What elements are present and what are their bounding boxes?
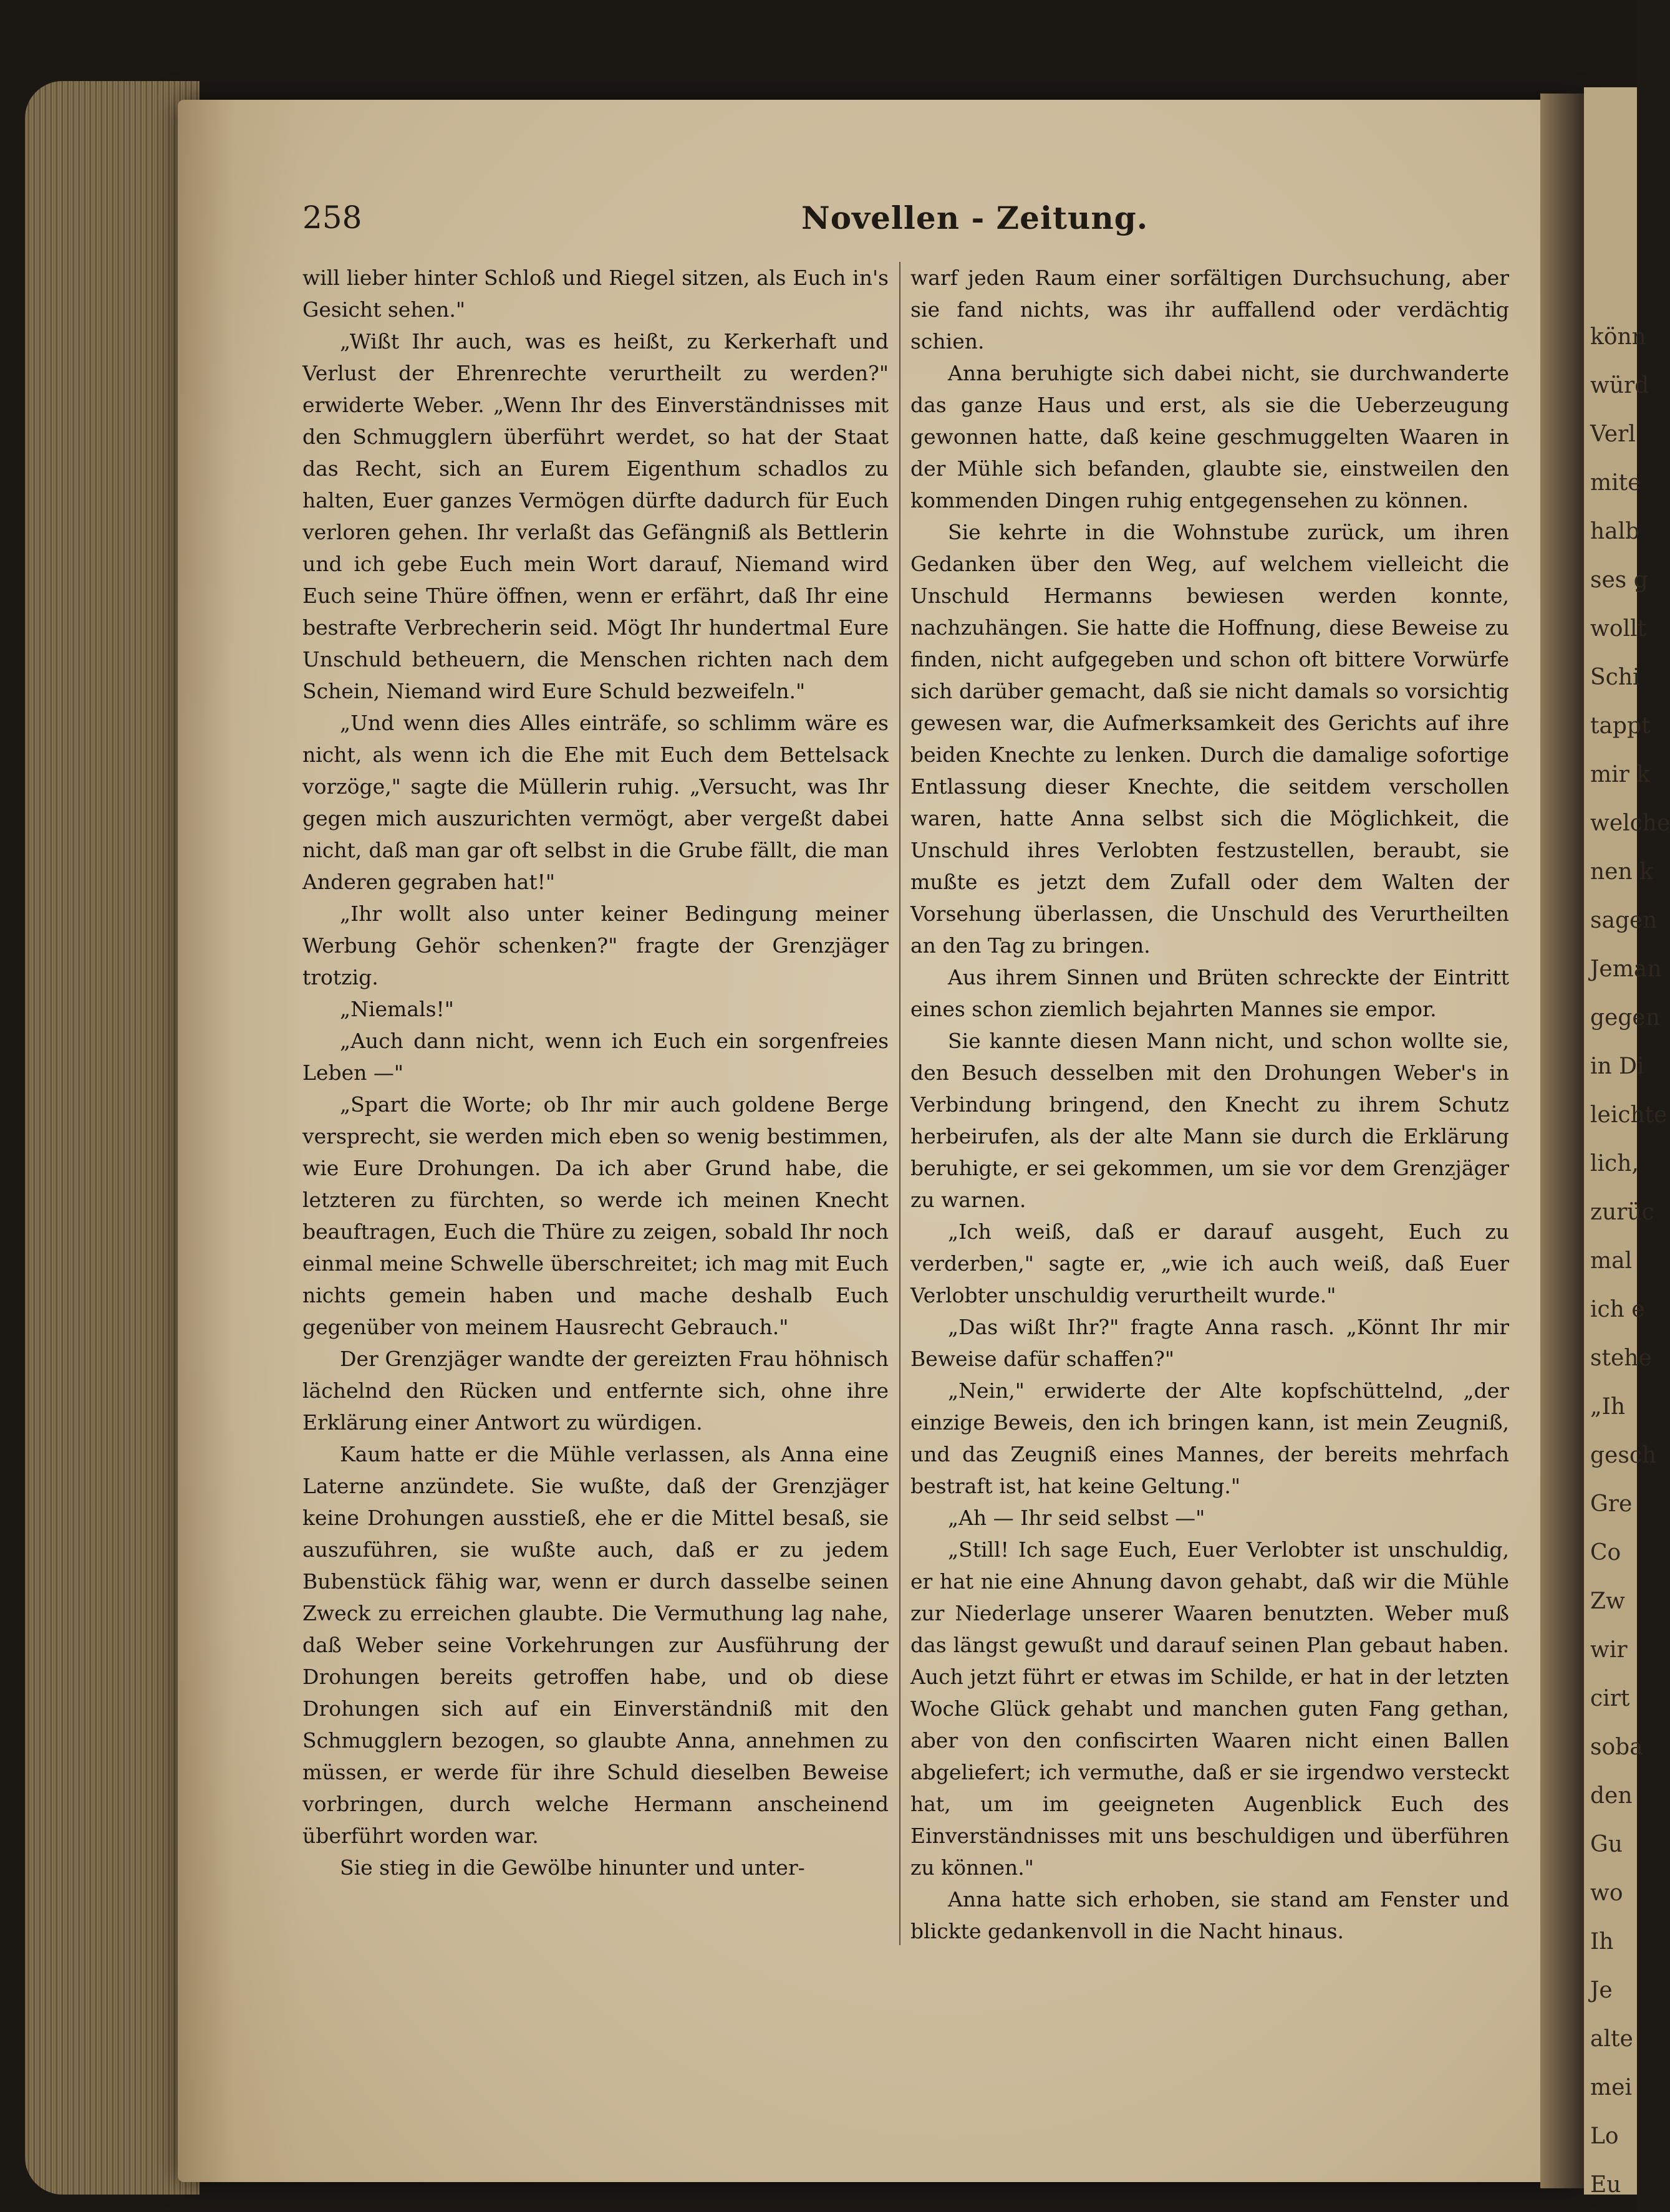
next-page-fragment: Verl [1590,421,1636,447]
next-page-fragment: welche [1590,810,1670,836]
next-page-fragment: gesch [1590,1443,1657,1468]
running-title: Novellen - Zeitung. [801,200,1149,236]
paragraph: will lieber hinter Schloß und Riegel sitzen, als Euch in's Gesicht sehen." [302,266,889,322]
paragraph: „Auch dann nicht, wenn ich Euch ein sorgenfreies Leben —" [302,1029,889,1085]
next-page-fragment: mal [1590,1248,1633,1274]
next-page-fragment: Lo [1590,2123,1619,2149]
page-header [302,200,1509,243]
next-page-fragment: den [1590,1783,1633,1809]
next-page-fragment: in Di [1590,1054,1644,1079]
paragraph: Sie stieg in die Gewölbe hinunter und unter- [340,1855,805,1880]
next-page-fragment: Ih [1590,1929,1614,1955]
next-page-fragment: „Ih [1590,1394,1626,1420]
next-page-fragment: ich e [1590,1297,1645,1322]
paragraph: Der Grenzjäger wandte der gereizten Frau höhnisch lächelnd den Rücken und entfernte sich, ohne ihre Erklärung einer Antwort zu würdigen. [302,1347,889,1435]
next-page-fragment: wollt [1590,616,1646,642]
next-page-fragment: mite [1590,470,1641,496]
next-page-fragment: stehe [1590,1345,1652,1371]
paragraph: Aus ihrem Sinnen und Brüten schreckte der Eintritt eines schon ziemlich bejahrten Mannes sie empor. [910,965,1509,1021]
next-page-fragment: Je [1590,1978,1613,2003]
next-page-fragment: alte [1590,2026,1633,2052]
next-page-fragment: gegen [1590,1005,1660,1031]
next-page-fragment: cirt [1590,1686,1630,1711]
next-page-fragment: Co [1590,1540,1621,1565]
next-page-fragment: leichte [1590,1102,1668,1128]
next-page-fragment: mir k [1590,762,1651,787]
next-page-edge [1584,87,1670,2198]
next-page-fragment: lich, [1590,1151,1639,1176]
paragraph: „Spart die Worte; ob Ihr mir auch goldene Berge versprecht, sie werden mich eben so wenig bestimmen, wie Eure Drohungen. Da ich aber Grund habe, die letzteren zu fürchten, so werde ich meinen Knecht beauftragen, Euch die Thüre zu zeigen, sobald Ihr noch einmal meine Schwelle überschreitet; ich mag mit Euch nichts gemein haben und mache deshalb Euch gegenüber von meinem Hausrecht Gebrauch." [302,1092,889,1339]
paragraph: „Still! Ich sage Euch, Euer Verlobter ist unschuldig, er hat nie eine Ahnung davon gehabt, daß wir die Mühle zur Niederlage unserer Waaren benutzten. Weber muß das längst gewußt und darauf seinen Plan gebaut haben. Auch jetzt führt er etwas im Schilde, er hat in der letzten Woche Glück gehabt und manchen guten Fang gethan, aber von den confiscirten Waaren nicht einen Ballen abgeliefert; ich vermuthe, daß er sie irgendwo versteckt hat, um im geeigneten Augenblick Euch des Einverständnisses mit uns beschuldigen und überführen zu können." [910,1537,1509,1880]
paragraph: „Und wenn dies Alles einträfe, so schlimm wäre es nicht, als wenn ich die Ehe mit Euch dem Bettelsack vorzöge," sagte die Müllerin ruhig. „Versucht, was Ihr gegen mich auszurichten vermögt, aber vergeßt dabei nicht, daß man gar oft selbst in die Grube fällt, die man Anderen gegraben hat!" [302,711,889,894]
next-page-fragment: Schi [1590,665,1640,690]
next-page-fragment: wir [1590,1637,1628,1663]
paragraph: warf jeden Raum einer sorfältigen Durchsuchung, aber sie fand nichts, was ihr auffallend oder verdächtig schien. [910,266,1509,353]
next-page-fragment: Zw [1590,1589,1625,1614]
next-page-fragment: könn [1590,324,1646,350]
column-divider [899,262,900,1945]
paragraph: „Nein," erwiderte der Alte kopfschüttelnd, „der einzige Beweis, den ich bringen kann, ist mein Zeugniß, und das Zeugniß eines Mannes, der bereits mehrfach bestraft ist, hat keine Geltung." [910,1378,1509,1498]
paragraph: „Wißt Ihr auch, was es heißt, zu Kerkerhaft und Verlust der Ehrenrechte verurtheilt zu werden?" erwiderte Weber. „Wenn Ihr des Einverständnisses mit den Schmugglern überführt werdet, so hat der Staat das Recht, sich an Eurem Eigenthum schadlos zu halten, Euer ganzes Vermögen dürfte dadurch für Euch verloren gehen. Ihr verlaßt das Gefängniß als Bettlerin und ich gebe Euch mein Wort darauf, Niemand wird Euch seine Thüre öffnen, wenn er erfährt, daß Ihr eine bestrafte Verbrecherin seid. Mögt Ihr hundertmal Eure Unschuld betheuern, die Menschen richten nach dem Schein, Niemand wird Eure Schuld bezweifeln." [302,329,889,703]
next-page-fragment: Gu [1590,1832,1623,1857]
next-page-fragment: zurüc [1590,1200,1654,1225]
next-page-fragment: würd [1590,373,1649,398]
paragraph: Kaum hatte er die Mühle verlassen, als Anna eine Laterne anzündete. Sie wußte, daß der Grenzjäger keine Drohungen ausstieß, ehe er die Mittel besaß, sie auszuführen, sie wußte auch, daß er zu jedem Bubenstück fähig war, wenn er durch dasselbe seinen Zweck zu erreichen glaubte. Die Vermuthung lag nahe, daß Weber seine Vorkehrungen zur Ausführung der Drohungen bereits getroffen habe, und ob diese Drohungen sich auf ein Einverständniß mit den Schmugglern bezogen, so glaubte Anna, annehmen zu müssen, er werde für ihre Schuld dieselben Beweise vorbringen, durch welche Hermann anscheinend überführt worden war. [302,1442,889,1848]
next-page-fragment: Eu [1590,2172,1621,2198]
next-page-fragment: sagen [1590,908,1658,933]
paragraph: Sie kehrte in die Wohnstube zurück, um ihren Gedanken über den Weg, auf welchem vielleicht die Unschuld Hermanns bewiesen werden konnte, nachzuhängen. Sie hatte die Hoffnung, diese Beweise zu finden, nicht aufgegeben und schon oft bittere Vorwürfe sich darüber gemacht, daß sie nicht damals so vorsichtig gewesen war, die Aufmerksamkeit des Gerichts auf ihre beiden Knechte zu lenken. Durch die damalige sofortige Entlassung dieser Knechte, die seitdem verschollen waren, hatte Anna selbst sich die Möglichkeit, die Unschuld ihres Verlobten festzustellen, beraubt, sie mußte es jetzt dem Zufall oder dem Walten der Vorsehung überlassen, die Unschuld des Verurtheilten an den Tag zu bringen. [910,520,1509,958]
paragraph: Anna beruhigte sich dabei nicht, sie durchwanderte das ganze Haus und erst, als sie die Ueberzeugung gewonnen hatte, daß keine geschmuggelten Waaren in der Mühle sich befanden, glaubte sie, einstweilen den kommenden Dingen ruhig entgegensehen zu können. [910,361,1509,512]
next-page-fragment: halb [1590,519,1640,544]
paragraph: „Ah — Ihr seid selbst —" [948,1506,1205,1530]
paragraph: Sie kannte diesen Mann nicht, und schon wollte sie, den Besuch desselben mit den Drohungen Weber's in Verbindung bringend, den Knecht zu ihrem Schutz herbeirufen, als der alte Mann sie durch die Erklärung beruhigte, er sei gekommen, um sie vor dem Grenzjäger zu warnen. [910,1029,1509,1212]
next-page-fragment: soba [1590,1734,1643,1760]
page-edges [25,81,200,2195]
paragraph: „Niemals!" [340,997,454,1021]
left-column [302,262,889,1883]
next-page-fragment: ses g [1590,567,1648,593]
right-column [910,262,1509,1947]
paragraph: „Ich weiß, daß er darauf ausgeht, Euch zu verderben," sagte er, „wie ich auch weiß, daß Euer Verlobter unschuldig verurtheilt wurde." [910,1219,1509,1307]
next-page-fragment: tappt [1590,713,1651,739]
next-page-fragment: wo [1590,1880,1623,1906]
page-number: 258 [302,200,362,236]
next-page-fragment: Gre [1590,1491,1633,1517]
next-page-fragment: mei [1590,2075,1632,2100]
paragraph: „Das wißt Ihr?" fragte Anna rasch. „Könnt Ihr mir Beweise dafür schaffen?" [910,1315,1509,1371]
paragraph: „Ihr wollt also unter keiner Bedingung meiner Werbung Gehör schenken?" fragte der Grenzjäger trotzig. [302,902,889,989]
next-page-fragment: Jeman [1590,956,1662,982]
paragraph: Anna hatte sich erhoben, sie stand am Fenster und blickte gedankenvoll in die Nacht hinaus. [910,1887,1509,1943]
next-page-fragment: nen k [1590,859,1653,885]
